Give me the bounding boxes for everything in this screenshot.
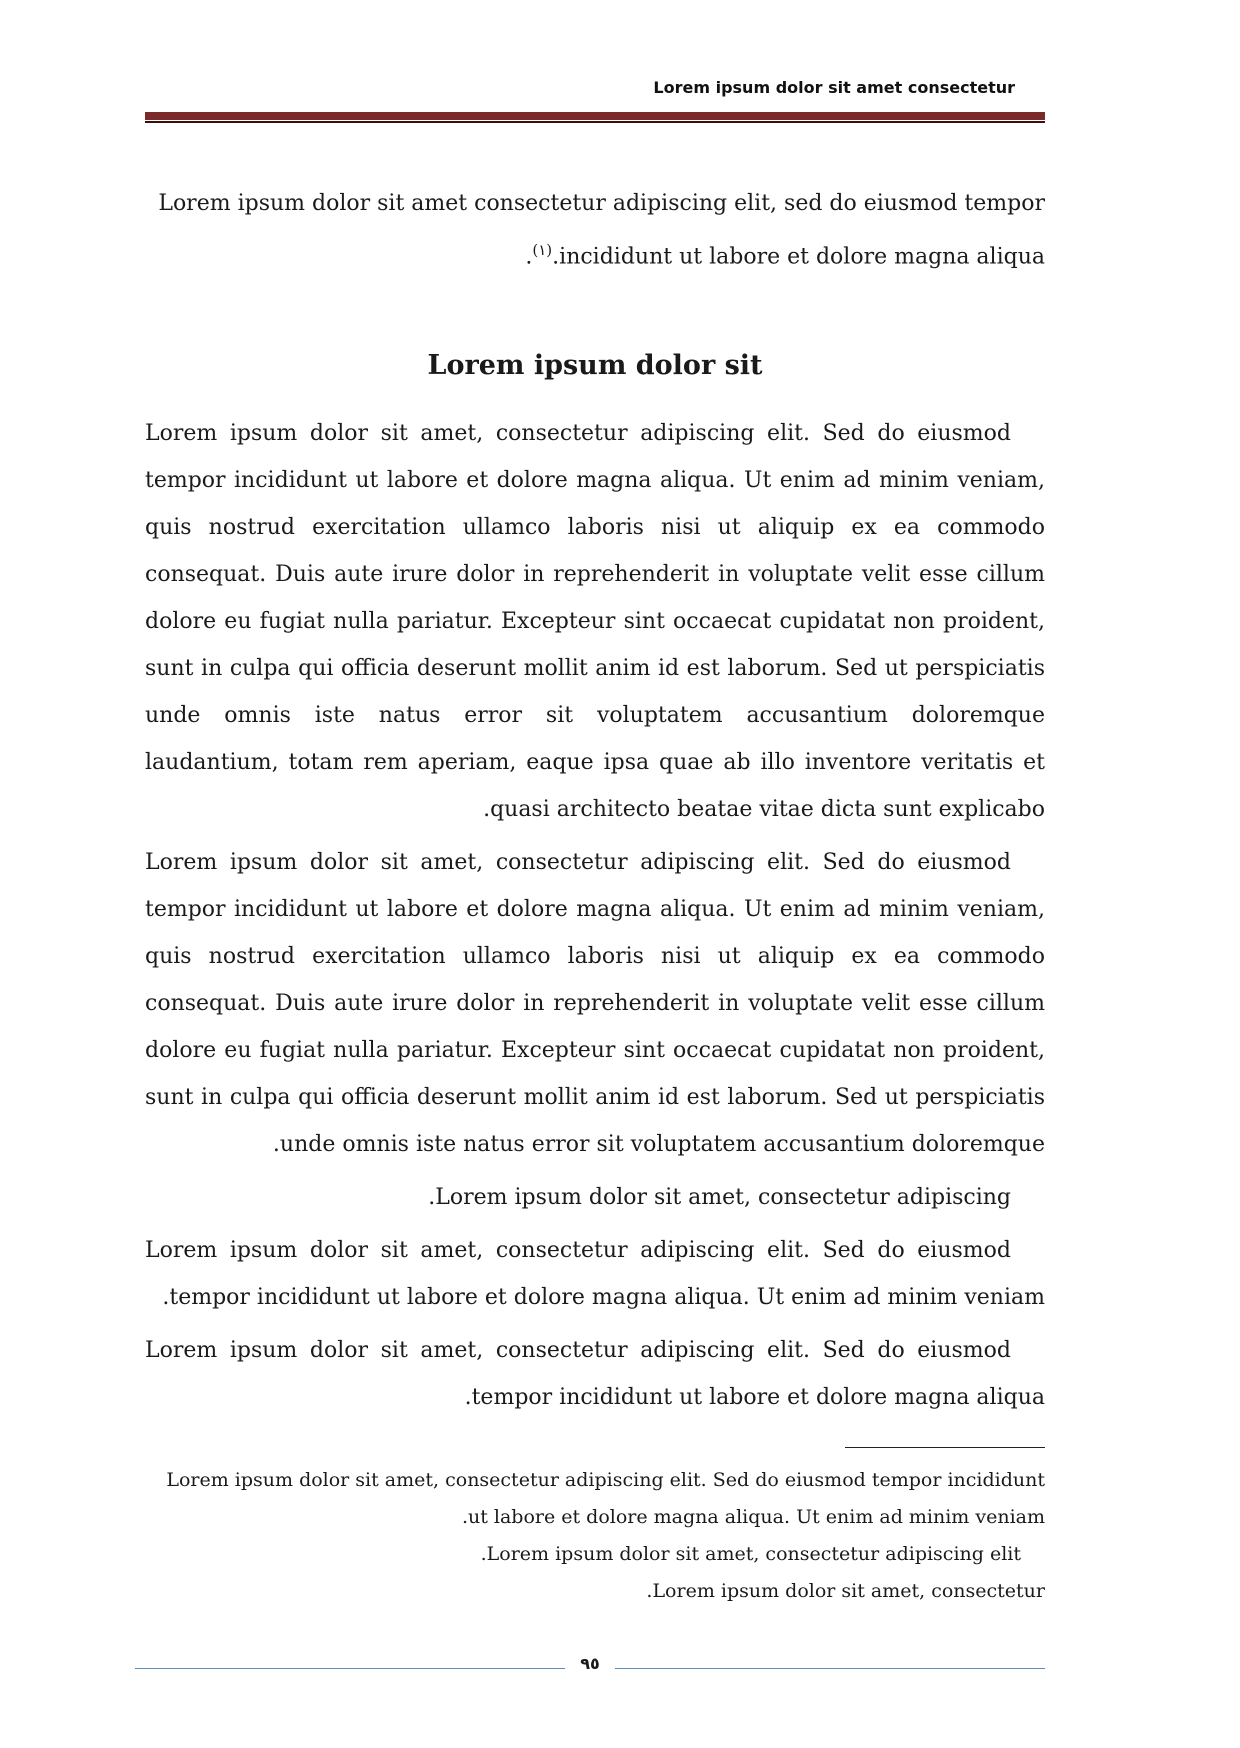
footnote-ref-1[interactable]: (١): [532, 241, 553, 259]
paragraph: Lorem ipsum dolor sit amet, consectetur adipiscing elit. Sed do eiusmod tempor incididunt ut labore et dolore magna aliqua.: [145, 1338, 1045, 1410]
paragraph: Lorem ipsum dolor sit amet, consectetur adipiscing elit. Sed do eiusmod tempor incididunt ut labore et dolore magna aliqua. Ut enim ad minim veniam, quis nostrud exercitation ullamco laboris nisi ut aliquip ex ea commodo consequat. Duis aute irure dolor in reprehenderit in voluptate velit esse cillum dolore eu fugiat nulla pariatur. Excepteur sint occaecat cupidatat non proident, sunt in culpa qui officia deserunt mollit anim id est laborum. Sed ut perspiciatis unde omnis iste natus error sit voluptatem accusantium doloremque laudantium, totam rem aperiam, eaque ipsa quae ab illo inventore veritatis et quasi architecto beatae vitae dicta sunt explicabo.: [145, 421, 1045, 822]
running-header-title: Lorem ipsum dolor sit amet consectetur: [653, 78, 1015, 97]
paragraph: Lorem ipsum dolor sit amet, consectetur adipiscing elit. Sed do eiusmod tempor incididunt ut labore et dolore magna aliqua. Ut enim ad minim veniam.: [145, 1238, 1045, 1310]
footnotes: [145, 1462, 1045, 1610]
footnote-separator: [845, 1447, 1045, 1448]
footnote-1: Lorem ipsum dolor sit amet, consectetur adipiscing elit. Sed do eiusmod tempor incididunt ut labore et dolore magna aliqua. Ut enim ad minim veniam.: [166, 1469, 1045, 1528]
body-text: [145, 410, 1045, 1427]
footnote-2: Lorem ipsum dolor sit amet, consectetur.: [646, 1580, 1045, 1602]
section-heading: Lorem ipsum dolor sit: [427, 350, 763, 381]
page-number: ٩٥: [580, 1654, 600, 1673]
intro-paragraph: [145, 180, 1045, 280]
intro-text: Lorem ipsum dolor sit amet consectetur adipiscing elit, sed do eiusmod tempor incididunt ut labore et dolore magna aliqua.: [158, 191, 1045, 270]
intro-tail: .: [525, 244, 533, 270]
header-rule: [145, 112, 1045, 120]
footnote-1-continuation: Lorem ipsum dolor sit amet, consectetur adipiscing elit.: [480, 1543, 1021, 1565]
footer-rule-left: [135, 1668, 565, 1669]
paragraph: Lorem ipsum dolor sit amet, consectetur adipiscing elit. Sed do eiusmod tempor incididunt ut labore et dolore magna aliqua. Ut enim ad minim veniam, quis nostrud exercitation ullamco laboris nisi ut aliquip ex ea commodo consequat. Duis aute irure dolor in reprehenderit in voluptate velit esse cillum dolore eu fugiat nulla pariatur. Excepteur sint occaecat cupidatat non proident, sunt in culpa qui officia deserunt mollit anim id est laborum. Sed ut perspiciatis unde omnis iste natus error sit voluptatem accusantium doloremque.: [145, 850, 1045, 1157]
header-rule-thin: [145, 121, 1045, 123]
paragraph: Lorem ipsum dolor sit amet, consectetur adipiscing.: [428, 1185, 1011, 1210]
footer-rule-right: [615, 1668, 1045, 1669]
